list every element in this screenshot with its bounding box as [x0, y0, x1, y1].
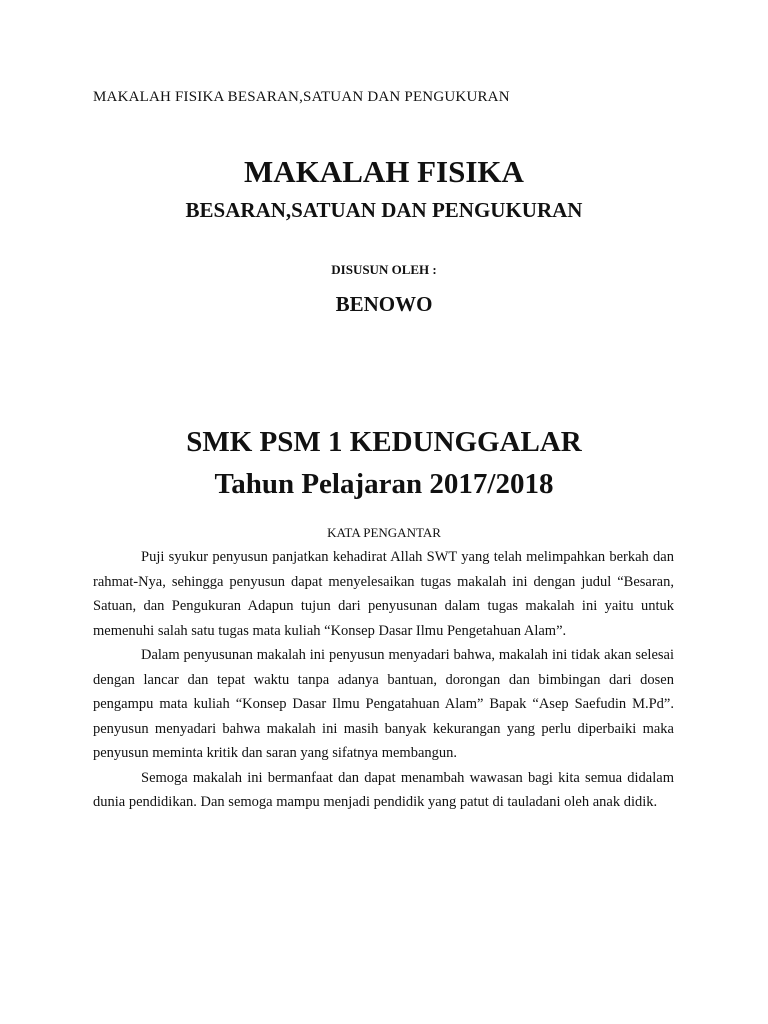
document-title: MAKALAH FISIKA — [244, 154, 524, 189]
preface-heading: KATA PENGANTAR — [327, 525, 441, 540]
author-label: DISUSUN OLEH : — [331, 262, 437, 277]
preface-paragraph: Dalam penyusunan makalah ini penyusun menyadari bahwa, makalah ini tidak akan selesai dengan lancar dan tepat waktu tanpa adanya bantuan, dorongan dan bimbingan dari dosen pengampu mata kuliah “Konsep Dasar Ilmu Pengatahuan Alam” Bapak “Asep Saefudin M.Pd”. penyusun menyadari bahwa makalah ini masih banyak kekurangan yang perlu diperbaiki maka penyusun meminta kritik dan saran yang sifatnya membangun. — [93, 647, 674, 761]
preface-paragraph: Semoga makalah ini bermanfaat dan dapat menambah wawasan bagi kita semua didalam dunia pendidikan. Dan semoga mampu menjadi pendidik yang patut di tauladani oleh anak didik. — [93, 769, 674, 810]
school-name: SMK PSM 1 KEDUNGGALAR — [186, 426, 582, 458]
academic-year: Tahun Pelajaran 2017/2018 — [214, 468, 554, 500]
document-subtitle: BESARAN,SATUAN DAN PENGUKURAN — [185, 198, 583, 222]
preface-body — [93, 545, 674, 815]
author-name: BENOWO — [335, 292, 433, 316]
preface-paragraph: Puji syukur penyusun panjatkan kehadirat Allah SWT yang telah melimpahkan berkah dan rahmat-Nya, sehingga penyusun dapat menyelesaikan tugas makalah ini dengan judul “Besaran, Satuan, dan Pengukuran Adapun tujun dari penyusunan dalam tugas makalah ini yaitu untuk memenuhi salah satu tugas mata kuliah “Konsep Dasar Ilmu Pengetahuan Alam”. — [93, 549, 674, 639]
running-header: MAKALAH FISIKA BESARAN,SATUAN DAN PENGUKURAN — [93, 89, 510, 105]
